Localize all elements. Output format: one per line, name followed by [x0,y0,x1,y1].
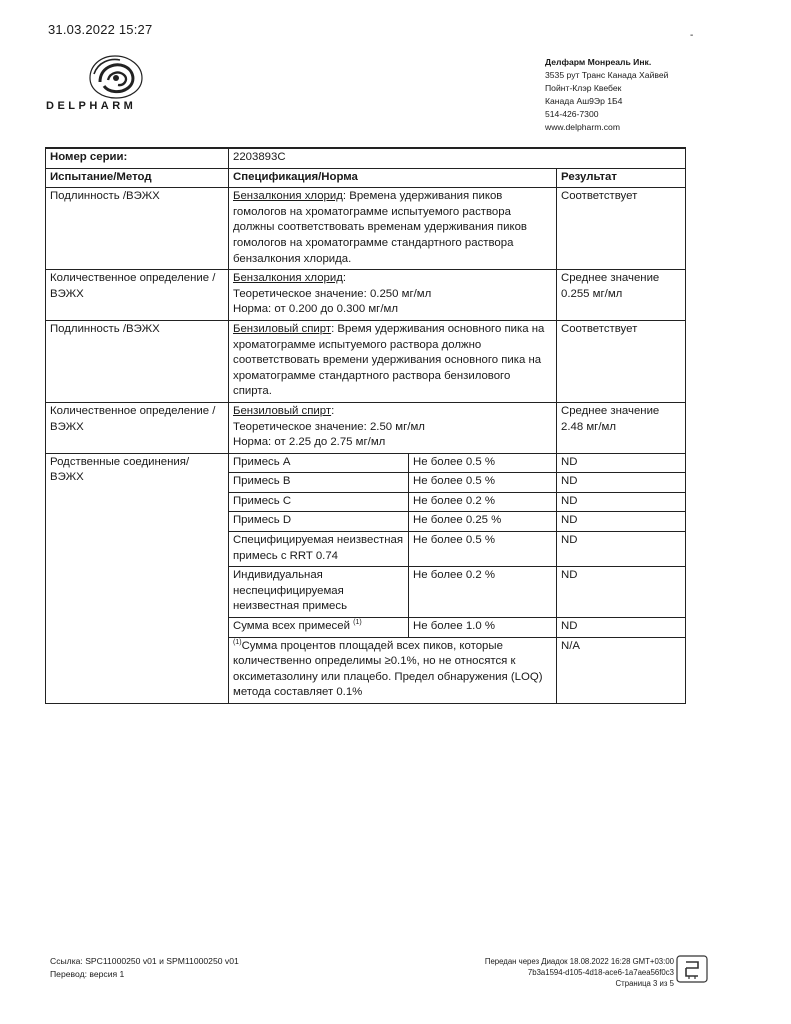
footnote-ref: (1) [353,619,362,627]
impurity-sum-result: ND [557,618,686,638]
spec-theoretical: Теоретическое значение: 0.250 мг/мл [233,287,432,300]
specification [229,188,557,270]
impurity-sum-limit: Не более 1.0 % [409,618,557,638]
impurity-name: Примесь C [229,492,409,512]
test-method-related: Родственные соединения/ ВЭЖХ [46,453,229,703]
batch-label: Номер серии: [46,148,229,168]
spec-title: Бензиловый спирт [233,404,332,417]
impurity-name: Примесь B [229,473,409,493]
test-method: Количественное определение / ВЭЖХ [46,270,229,321]
spec-title: Бензиловый спирт [233,322,332,335]
result: Соответствует [557,188,686,270]
spec-title: Бензалкония хлорид [233,190,343,203]
impurity-limit: Не более 0.5 % [409,532,557,567]
company-address [545,56,668,134]
batch-number: 2203893C [229,148,686,168]
impurity-name: Примесь A [229,453,409,473]
footer-right [462,956,674,989]
result: Соответствует [557,320,686,402]
header-row [46,168,686,188]
delpharm-logo [44,52,194,126]
spec-colon: : [342,272,347,285]
impurity-limit: Не более 0.5 % [409,473,557,493]
address-line: 514-426-7300 [545,109,599,119]
impurity-result: ND [557,453,686,473]
footnote [229,637,557,703]
footnote-text: Сумма процентов площадей всех пиков, которые количественно определимы ≥0.1%, но не относятся к оксиметазолину или плацебо. Предел обнаружения (LOQ) метода составляет 0.1% [233,639,543,699]
impurity-name: Индивидуальная неспецифицируемая неизвестная примесь [229,567,409,618]
table-row [46,270,686,321]
impurity-limit: Не более 0.5 % [409,453,557,473]
footer-translation: Перевод: версия 1 [50,969,125,979]
address-line: Пойнт-Клэр Квебек [545,83,622,93]
impurity-limit: Не более 0.25 % [409,512,557,532]
impurity-result: ND [557,473,686,493]
impurity-result: ND [557,512,686,532]
print-datetime: 31.03.2022 15:27 [48,22,153,37]
column-header-test: Испытание/Метод [46,168,229,188]
column-header-result: Результат [557,168,686,188]
result: Среднее значение 0.255 мг/мл [557,270,686,321]
spec-theoretical: Теоретическое значение: 2.50 мг/мл [233,420,425,433]
sum-label: Сумма всех примесей [233,620,350,633]
test-method: Подлинность /ВЭЖХ [46,188,229,270]
corner-mark: - [690,30,694,41]
impurity-result: ND [557,567,686,618]
impurity-limit: Не более 0.2 % [409,492,557,512]
table-row [46,402,686,453]
test-method: Подлинность /ВЭЖХ [46,320,229,402]
spec-colon: : [331,404,335,417]
specification [229,270,557,321]
spec-text: : Время удерживания основного пика на хроматограмме испытуемого раствора должно соответствовать времени удерживания основного пика на хроматограмме стандартного раствора бензилового спирта. [233,322,545,398]
spec-text: : Времена удерживания пиков гомологов на хроматограмме испытуемого раствора должны соответствовать временам удерживания пиков гомологов на хроматограмме стандартного раствора бензалкония хлорида. [233,190,527,265]
footer-left [50,955,239,981]
logo-emblem-icon [80,52,150,100]
impurity-row [46,453,686,473]
footnote-marker: (1) [233,638,242,646]
footer-reference: Ссылка: SPC11000250 v01 и SPM11000250 v01 [50,956,239,966]
address-line: Делфарм Монреаль Инк. [545,57,652,67]
impurity-result: ND [557,492,686,512]
spec-norm: Норма: от 0.200 до 0.300 мг/мл [233,303,398,316]
results-table [45,147,686,704]
spec-norm: Норма: от 2.25 до 2.75 мг/мл [233,436,386,449]
transmission-note: Передан через Диадок 18.08.2022 16:28 GMT+03:00 [484,957,674,966]
logo-wordmark: DELPHARM [46,100,137,112]
table-row [46,320,686,402]
spec-title: Бензалкония хлорид [233,272,343,285]
document-hash: 7b3a1594-d105-4d18-ace6-1a7aea56f0c3 [527,968,674,977]
footnote-result: N/A [557,637,686,703]
impurity-name: Примесь D [229,512,409,532]
address-line: www.delpharm.com [545,122,620,132]
test-method: Количественное определение / ВЭЖХ [46,402,229,453]
specification [229,320,557,402]
specification [229,402,557,453]
column-header-spec: Спецификация/Норма [229,168,557,188]
address-line: 3535 рут Транс Канада Хайвей [545,70,669,80]
batch-row [46,148,686,168]
diadoc-stamp-icon [676,955,708,983]
impurity-sum-name [229,618,409,638]
address-line: Канада Аш9Эр 1Б4 [545,96,623,106]
impurity-name: Специфицируемая неизвестная примесь с RRT 0.74 [229,532,409,567]
table-row [46,188,686,270]
result: Среднее значение 2.48 мг/мл [557,402,686,453]
page-number: Страница 3 из 5 [615,979,674,988]
impurity-result: ND [557,532,686,567]
impurity-limit: Не более 0.2 % [409,567,557,618]
